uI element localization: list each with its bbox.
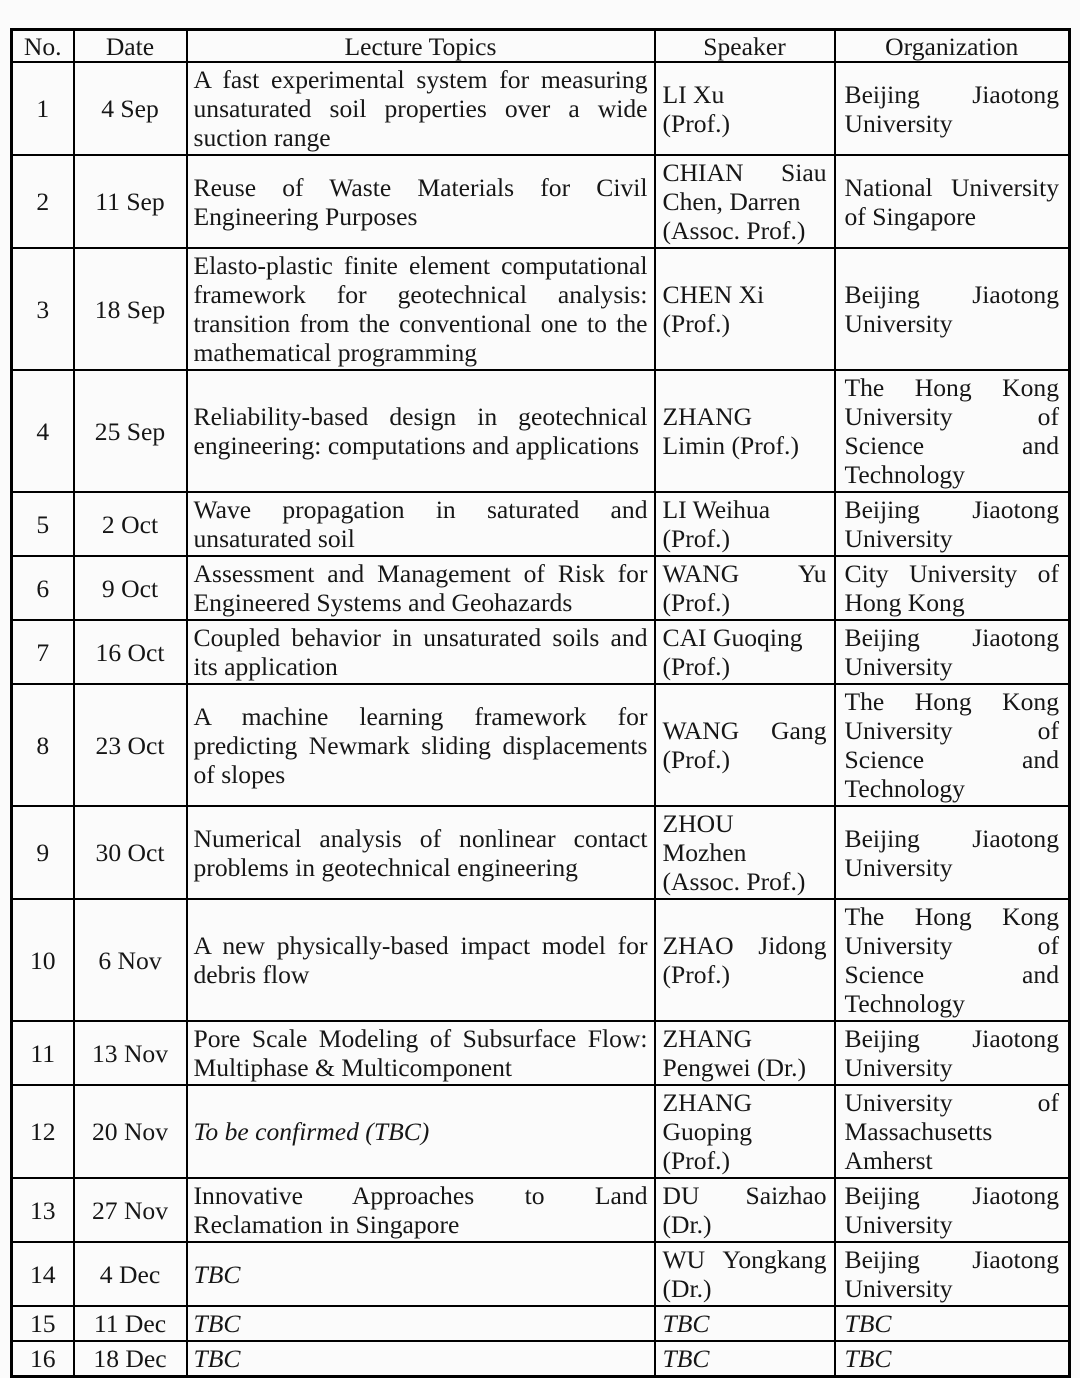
speaker-line: TBC (662, 1309, 710, 1338)
cell-topic: Reuse of Waste Materials for Civil Engineering Purposes (187, 155, 655, 248)
cell-date: 23 Oct (74, 684, 187, 806)
cell-topic: Innovative Approaches to Land Reclamation in Singapore (187, 1178, 655, 1242)
speaker-line: CHEN Xi (662, 280, 765, 309)
speaker-line: CHIAN Siau Chen, Darren (662, 158, 827, 216)
table-row (12, 370, 1070, 492)
cell-no: 3 (12, 248, 74, 370)
cell-speaker (655, 1306, 835, 1341)
cell-no: 15 (12, 1306, 74, 1341)
speaker-line: DU Saizhao (Dr.) (662, 1181, 827, 1239)
cell-no: 7 (12, 620, 74, 684)
cell-date: 27 Nov (74, 1178, 187, 1242)
cell-speaker (655, 1341, 835, 1377)
header-no: No. (12, 30, 74, 63)
cell-no: 5 (12, 492, 74, 556)
table-row (12, 899, 1070, 1021)
cell-organization: Beijing Jiaotong University (835, 806, 1070, 899)
speaker-line: LI Weihua (662, 495, 771, 524)
cell-date: 18 Dec (74, 1341, 187, 1377)
speaker-line: (Assoc. Prof.) (662, 216, 806, 245)
speaker-line: LI Xu (662, 79, 725, 109)
cell-date: 25 Sep (74, 370, 187, 492)
cell-organization: Beijing Jiaotong University (835, 492, 1070, 556)
cell-organization: Beijing Jiaotong University (835, 1242, 1070, 1306)
table-header (12, 30, 1070, 63)
table-row (12, 1341, 1070, 1377)
cell-no: 6 (12, 556, 74, 620)
cell-speaker (655, 1242, 835, 1306)
cell-speaker (655, 248, 835, 370)
speaker-line: WANG Gang (Prof.) (662, 716, 827, 774)
cell-no: 14 (12, 1242, 74, 1306)
cell-speaker (655, 492, 835, 556)
cell-organization: The Hong Kong University of Science and Technology (835, 899, 1070, 1021)
cell-speaker (655, 155, 835, 248)
cell-topic: A machine learning framework for predicting Newmark sliding displacements of slopes (187, 684, 655, 806)
cell-no: 8 (12, 684, 74, 806)
speaker-line: Mozhen (662, 838, 747, 867)
cell-speaker (655, 806, 835, 899)
table-row (12, 248, 1070, 370)
speaker-line: ZHOU (662, 809, 734, 838)
table-row (12, 1242, 1070, 1306)
speaker-line: ZHANG (662, 1024, 753, 1053)
cell-date: 9 Oct (74, 556, 187, 620)
cell-topic: Assessment and Management of Risk for Engineered Systems and Geohazards (187, 556, 655, 620)
cell-topic: A new physically-based impact model for debris flow (187, 899, 655, 1021)
speaker-line: ZHANG (662, 1088, 753, 1117)
cell-topic: To be confirmed (TBC) (187, 1085, 655, 1178)
cell-date: 11 Sep (74, 155, 187, 248)
speaker-line: CAI Guoqing (662, 623, 803, 652)
cell-topic: Numerical analysis of nonlinear contact problems in geotechnical engineering (187, 806, 655, 899)
speaker-line: (Prof.) (662, 1146, 731, 1175)
cell-organization: University of Massachusetts Amherst (835, 1085, 1070, 1178)
cell-speaker (655, 370, 835, 492)
cell-organization: Beijing Jiaotong University (835, 1021, 1070, 1085)
speaker-line: TBC (662, 1344, 710, 1373)
speaker-line: (Prof.) (662, 652, 731, 681)
cell-no: 1 (12, 62, 74, 155)
cell-topic: Elasto-plastic finite element computational framework for geotechnical analysis: transition from the conventional one to the mathematical programming (187, 248, 655, 370)
cell-speaker (655, 684, 835, 806)
cell-organization: Beijing Jiaotong University (835, 1178, 1070, 1242)
cell-no: 4 (12, 370, 74, 492)
table-row (12, 1178, 1070, 1242)
table-row (12, 1085, 1070, 1178)
schedule-table-body (12, 62, 1070, 1377)
speaker-line: WU Yongkang (Dr.) (662, 1245, 827, 1303)
cell-organization: TBC (835, 1341, 1070, 1377)
speaker-line: (Assoc. Prof.) (662, 867, 806, 896)
cell-topic: TBC (187, 1306, 655, 1341)
speaker-line: ZHANG (662, 402, 753, 431)
speaker-line: Limin (Prof.) (662, 431, 799, 460)
cell-topic: A fast experimental system for measuring unsaturated soil properties over a wide suction range (187, 62, 655, 155)
cell-topic: Reliability-based design in geotechnical engineering: computations and applications (187, 370, 655, 492)
cell-organization: Beijing Jiaotong University (835, 62, 1070, 155)
cell-speaker (655, 1021, 835, 1085)
cell-no: 9 (12, 806, 74, 899)
cell-date: 2 Oct (74, 492, 187, 556)
table-row (12, 806, 1070, 899)
table-row (12, 1306, 1070, 1341)
table-row (12, 155, 1070, 248)
table-row (12, 620, 1070, 684)
cell-no: 11 (12, 1021, 74, 1085)
speaker-line: (Prof.) (662, 108, 731, 138)
lecture-schedule-table (10, 28, 1071, 1378)
cell-organization: City University of Hong Kong (835, 556, 1070, 620)
table-row (12, 556, 1070, 620)
cell-no: 10 (12, 899, 74, 1021)
cell-no: 16 (12, 1341, 74, 1377)
cell-no: 13 (12, 1178, 74, 1242)
speaker-line: Guoping (662, 1117, 753, 1146)
speaker-line: (Prof.) (662, 524, 731, 553)
table-row (12, 684, 1070, 806)
cell-speaker (655, 1085, 835, 1178)
cell-date: 30 Oct (74, 806, 187, 899)
cell-speaker (655, 62, 835, 155)
cell-no: 2 (12, 155, 74, 248)
cell-organization: The Hong Kong University of Science and Technology (835, 370, 1070, 492)
cell-organization: The Hong Kong University of Science and Technology (835, 684, 1070, 806)
cell-date: 4 Sep (74, 62, 187, 155)
cell-date: 20 Nov (74, 1085, 187, 1178)
speaker-line: WANG Yu (Prof.) (662, 559, 827, 617)
cell-speaker (655, 556, 835, 620)
cell-date: 13 Nov (74, 1021, 187, 1085)
cell-organization: National University of Singapore (835, 155, 1070, 248)
speaker-line: (Prof.) (662, 309, 731, 338)
cell-speaker (655, 1178, 835, 1242)
speaker-line: ZHAO Jidong (Prof.) (662, 931, 827, 989)
cell-speaker (655, 620, 835, 684)
header-row (12, 30, 1070, 63)
header-date: Date (74, 30, 187, 63)
cell-topic: Wave propagation in saturated and unsaturated soil (187, 492, 655, 556)
speaker-line: Pengwei (Dr.) (662, 1053, 807, 1082)
cell-organization: Beijing Jiaotong University (835, 620, 1070, 684)
cell-topic: Pore Scale Modeling of Subsurface Flow: Multiphase & Multicomponent (187, 1021, 655, 1085)
cell-date: 11 Dec (74, 1306, 187, 1341)
cell-date: 6 Nov (74, 899, 187, 1021)
cell-date: 18 Sep (74, 248, 187, 370)
cell-date: 16 Oct (74, 620, 187, 684)
table-row (12, 1021, 1070, 1085)
cell-date: 4 Dec (74, 1242, 187, 1306)
cell-topic: Coupled behavior in unsaturated soils and its application (187, 620, 655, 684)
cell-organization: Beijing Jiaotong University (835, 248, 1070, 370)
cell-no: 12 (12, 1085, 74, 1178)
table-row (12, 492, 1070, 556)
cell-topic: TBC (187, 1341, 655, 1377)
header-topics: Lecture Topics (187, 30, 655, 63)
table-row (12, 62, 1070, 155)
cell-organization: TBC (835, 1306, 1070, 1341)
cell-topic: TBC (187, 1242, 655, 1306)
cell-speaker (655, 899, 835, 1021)
header-organization: Organization (835, 30, 1070, 63)
header-speaker: Speaker (655, 30, 835, 63)
